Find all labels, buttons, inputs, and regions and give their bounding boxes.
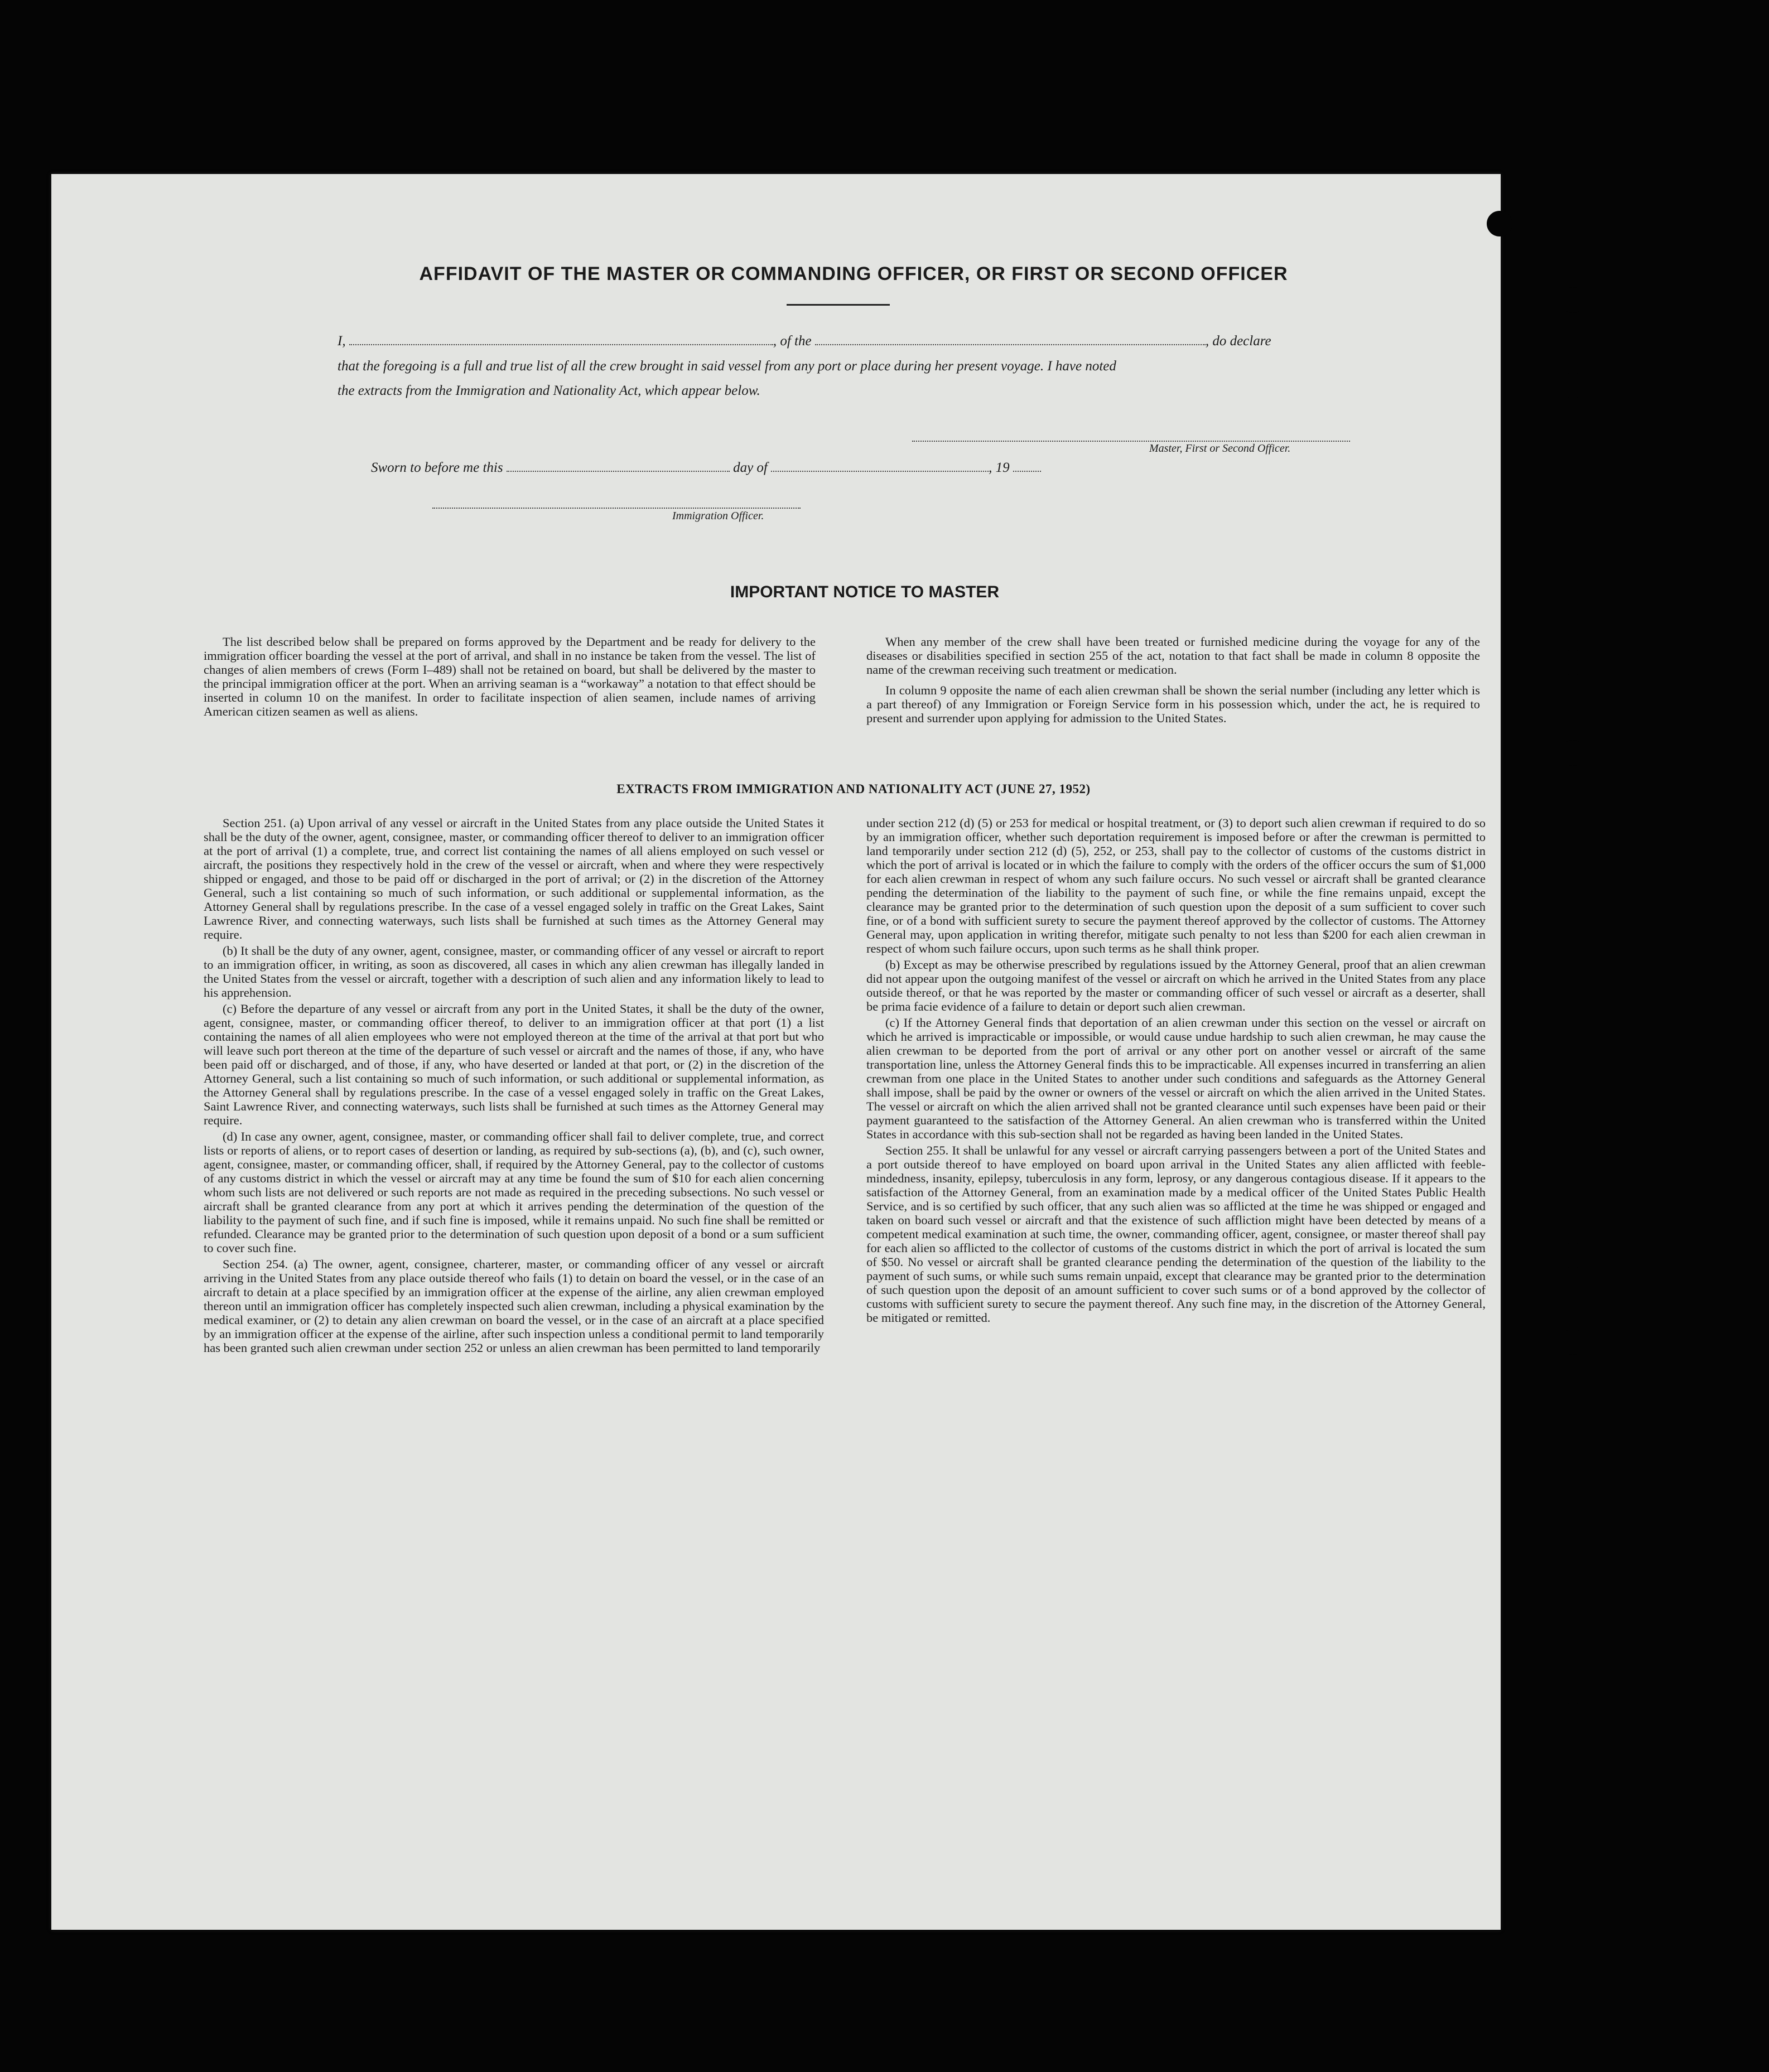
notice-paragraph: When any member of the crew shall have been treated or furnished medicine during the voyage for any of the diseases or disabilities specified in section 255 of the act, notation to that fact shall be made in column 8 opposite the name of the crewman receiving such treatment or medication. <box>866 635 1480 677</box>
binder-hole <box>1560 740 1585 766</box>
binder-hole <box>1560 1679 1585 1704</box>
vessel-field[interactable] <box>815 333 1206 345</box>
of-the-label: , of the <box>773 334 812 349</box>
sworn-day-field[interactable] <box>507 460 730 472</box>
sworn-year-field[interactable] <box>1013 460 1041 472</box>
notice-paragraph: In column 9 opposite the name of each alien crewman shall be shown the serial number (including any letter which is a part thereof) of any Immigration or Foreign Service form in his possession which, under the act, he is required to present and surrender upon applying for admission to the United States. <box>866 683 1480 725</box>
act-section-paragraph: under section 212 (d) (5) or 253 for medical or hospital treatment, or (3) to deport such alien crewman if required to do so by an immigration officer, whether such deportation requirement is imposed before or after the crewman is permitted to land temporarily under section 212 (d) (5), 252, or 253, shall pay to the collector of customs of the customs district in which the port of arrival is located or in which the failure to comply with the orders of the officer occurs the sum of $1,000 for each alien crewman in respect of whom any such failure occurs. No such vessel or aircraft shall be granted clearance pending the determination of the liability to the payment of such fine, or while the fine remains unpaid, except the clearance may be granted prior to the determination of such question upon the deposit of a sum sufficient to cover such fine, or of a bond with sufficient surety to secure the payment thereof approved by the collector of customs. The Attorney General may, upon application in writing therefor, mitigate such penalty to not less than $200 for each alien crewman in respect of whom such failure occurs, upon such terms as he shall think proper. <box>866 816 1486 955</box>
act-section-paragraph: (c) If the Attorney General finds that deportation of an alien crewman under this section on the vessel or aircraft on which he arrived is impracticable or impossible, or would cause undue hardship to such alien crewman, he may cause the alien crewman to be deported from the port of arrival or any other port on another vessel or aircraft of the same transportation line, unless the Attorney General finds this to be impracticable. All expenses incurred in transferring an alien crewman from one place in the United States to another under such conditions and safeguards as the Attorney General shall impose, shall be paid by the owner or owners of the vessel or aircraft on which the alien arrived in the United States. The vessel or aircraft on which the alien arrived shall not be granted clearance until such expenses have been paid or their payment guaranteed to the satisfaction of the Attorney General. An alien crewman who is transferred within the United States in accordance with this sub-section shall not be regarded as having been landed in the United States. <box>866 1016 1486 1141</box>
declaration-line-3: the extracts from the Immigration and Nationality Act, which appear below. <box>338 383 760 398</box>
binder-hole <box>1560 1243 1585 1268</box>
act-section-paragraph: (b) It shall be the duty of any owner, agent, consignee, master, or commanding officer of any vessel or aircraft to report to an immigration officer, in writing, as soon as discovered, all cases in which any alien crewman has illegally landed in the United States from the vessel or aircraft, together with a description of such alien and any information likely to lead to his apprehension. <box>204 944 824 999</box>
binder-hole <box>1560 287 1585 313</box>
sworn-month-field[interactable] <box>771 460 989 472</box>
notice-paragraph: The list described below shall be prepared on forms approved by the Department and be ready for delivery to the immigration officer boarding the vessel at the port of arrival, and shall in no instance be taken from the vessel. The list of changes of alien members of crews (Form I–489) shall not be retained on board, but shall be delivered by the master to the principal immigration officer at the port. When an arriving seaman is a “workaway” a notation to that effect should be inserted in column 10 on the manifest. In order to facilitate inspection of alien seamen, include names of arriving American citizen seamen as well as aliens. <box>204 635 816 718</box>
act-section-paragraph: Section 254. (a) The owner, agent, consignee, charterer, master, or commanding officer of any vessel or aircraft arriving in the United States from any place outside thereof who fails (1) to detain on board the vessel, or in the case of an aircraft to detain at a place specified by an immigration officer at the expense of the airline, any alien crewman employed thereon until an immigration officer has completely inspected such alien crewman, including a physical examination by the medical examiner, or (2) to detain any alien crewman on board the vessel, or in the case of an aircraft at a place specified by an immigration officer at the expense of the airline, after such inspection unless a conditional permit to land temporarily has been granted such alien crewman under section 252 or unless an alien crewman has been permitted to land temporarily <box>204 1257 824 1355</box>
binder-hole <box>1560 1329 1585 1355</box>
sworn-line <box>371 460 1041 476</box>
notice-left-column <box>204 635 816 721</box>
notice-title: IMPORTANT NOTICE TO MASTER <box>730 583 1000 601</box>
act-section-paragraph: (d) In case any owner, agent, consignee, master, or commanding officer shall fail to deliver complete, true, and correct lists or reports of aliens, or to report cases of desertion or landing, as required by sub-sections (a), (b), and (c), such owner, agent, consignee, master, or commanding officer, shall, if required by the Attorney General, pay to the collector of customs of any customs district in which the vessel or aircraft may at any time be found the sum of $10 for each alien concerning whom such lists are not delivered or such reports are not made as required in the preceding subsections. No such vessel or aircraft shall be granted clearance from any port at which it arrives pending the determination of the question of the liability to the payment of such fine, and if such fine is imposed, while it remains unpaid. No such fine shall be remitted or refunded. Clearance may be granted prior to the determination of such question upon deposit of a bond or a sum sufficient to cover such fine. <box>204 1129 824 1255</box>
sworn-label: Sworn to before me this <box>371 460 503 475</box>
act-section-paragraph: Section 251. (a) Upon arrival of any vessel or aircraft in the United States from any place outside the United States it shall be the duty of the owner, agent, consignee, master, or commanding officer thereof to deliver to an immigration officer at the port of arrival (1) a complete, true, and correct list containing the names of all aliens employed on such vessel or aircraft, the positions they respectively hold in the crew of the vessel or aircraft, when and where they were respectively shipped or engaged, and those to be paid off or discharged in the port of arrival; or (2) in the discretion of the Attorney General, such a list containing so much of such information, or such additional or supplemental information, as the Attorney General shall by regulations prescribe. In the case of a vessel engaged solely in traffic on the Great Lakes, Saint Lawrence River, and connecting waterways, such lists shall be furnished at such times as the Attorney General may require. <box>204 816 824 941</box>
declaration-line-2: that the foregoing is a full and true list of all the crew brought in said vessel from any port or place during her present voyage. I have noted <box>338 359 1116 374</box>
i-label: I, <box>338 334 346 349</box>
day-of-label: day of <box>733 460 768 475</box>
title-underline <box>787 304 890 306</box>
do-declare-label: , do declare <box>1205 334 1271 349</box>
officer-signature-label: Immigration Officer. <box>672 510 764 522</box>
act-section-paragraph: Section 255. It shall be unlawful for any vessel or aircraft carrying passengers between a port of the United States and a port outside thereof to have employed on board upon arrival in the United States any alien afflicted with feeble-mindedness, insanity, epilepsy, tuberculosis in any form, leprosy, or any dangerous contagious disease. If it appears to the satisfaction of the Attorney General, from an examination made by a medical officer of the United States Public Health Service, and is so certified by such officer, that any such alien was so afflicted at the time he was shipped or engaged and taken on board such vessel or aircraft and that the existence of such affliction might have been detected by means of a competent medical examination at such time, the owner, commanding officer, agent, consignee, or master thereof shall pay for each alien so afflicted to the collector of customs of the customs district in which the port of arrival is located the sum of $50. No vessel or aircraft shall be granted clearance pending the determination of the question of the liability to the payment of such sums, or while such sums remain unpaid, except that clearance may be granted prior to the determination of such question upon the deposit of an amount sufficient to cover such sums or of a bond approved by the collector of customs with sufficient surety to secure the payment thereof. Any such fine may, in the discretion of the Attorney General, be mitigated or remitted. <box>866 1143 1486 1325</box>
binder-hole <box>1487 211 1512 236</box>
binder-hole <box>1560 650 1585 675</box>
year-prefix-label: , 19 <box>989 460 1010 475</box>
name-field[interactable] <box>349 333 773 345</box>
act-section-paragraph: (c) Before the departure of any vessel or aircraft from any port in the United States, it shall be the duty of the owner, agent, consignee, master, or commanding officer thereof, to deliver to an immigration officer at that port (1) a list containing the names of all alien employees who were not employed thereon at the time of the arrival at that port but who will leave such port thereon at the time of the departure of such vessel or aircraft and the names of those, if any, who have been paid off or discharged, and of those, if any, who have deserted or landed at that port, or (2) in the discretion of the Attorney General, such a list containing so much of such information, or such additional or supplemental information, as the Attorney General shall by regulations prescribe. In the case of a vessel engaged solely in traffic on the Great Lakes, Saint Lawrence River, and connecting waterways, such lists shall be furnished at such times as the Attorney General may require. <box>204 1002 824 1127</box>
affidavit-title: AFFIDAVIT OF THE MASTER OR COMMANDING OFFICER, OR FIRST OR SECOND OFFICER <box>419 263 1288 284</box>
binder-hole <box>1560 373 1585 398</box>
master-signature-field[interactable] <box>912 429 1350 442</box>
master-signature-label: Master, First or Second Officer. <box>1149 442 1291 455</box>
act-section-paragraph: (b) Except as may be otherwise prescribed by regulations issued by the Attorney General, proof that an alien crewman did not appear upon the outgoing manifest of the vessel or aircraft on which he arrived in the United States from any place outside thereof, or that he was reported by the master or commanding officer of such vessel or aircraft as a deserter, shall be prima facie evidence of a failure to detain or deport such alien crewman. <box>866 958 1486 1013</box>
declaration-line-1 <box>338 333 1347 349</box>
extracts-left-column <box>204 816 824 1357</box>
extracts-title: EXTRACTS FROM IMMIGRATION AND NATIONALITY ACT (JUNE 27, 1952) <box>616 782 1091 796</box>
extracts-right-column <box>866 816 1486 1327</box>
notice-right-column <box>866 635 1480 727</box>
officer-signature-field[interactable] <box>432 496 801 509</box>
